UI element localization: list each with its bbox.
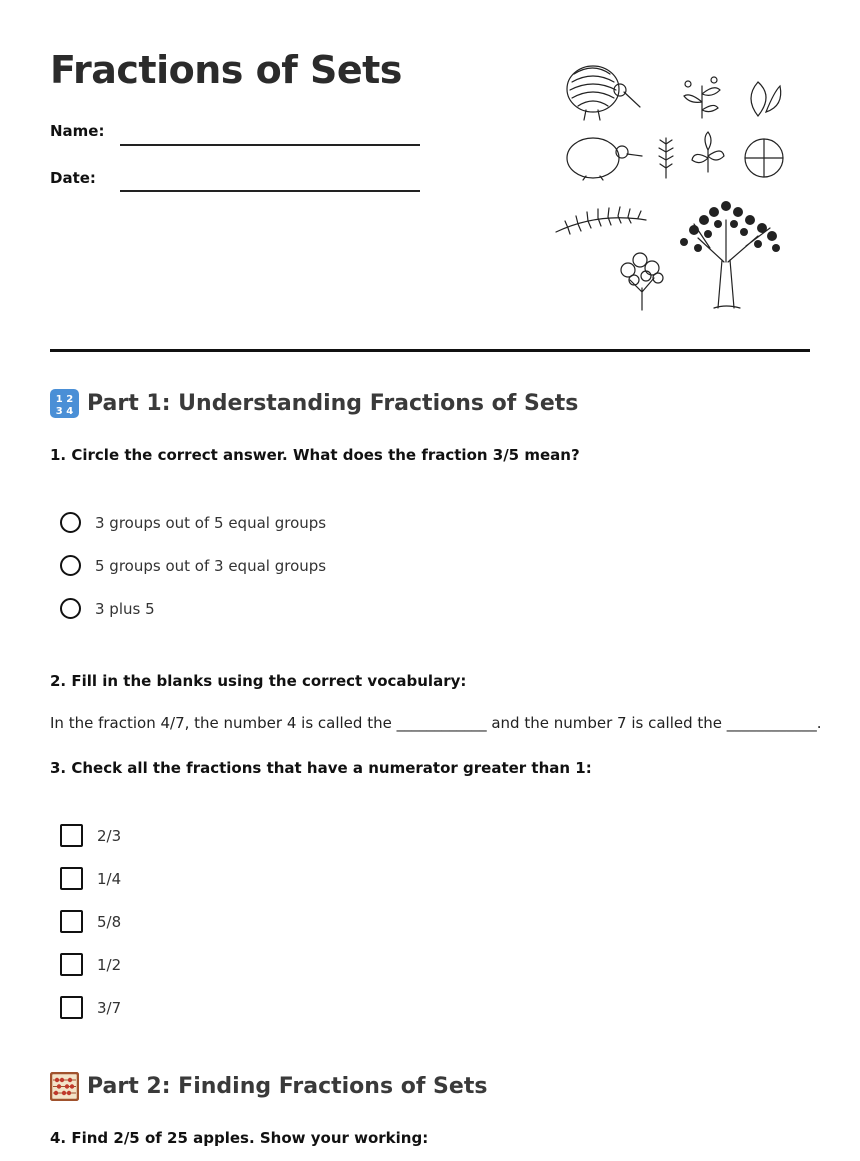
kiwi-bird-icon <box>567 138 642 180</box>
q1-option-2[interactable] <box>60 555 326 576</box>
q3-option-1[interactable] <box>60 824 121 847</box>
date-field-line[interactable] <box>120 190 420 192</box>
question-3: 3. Check all the fractions that have a numerator greater than 1: <box>50 759 592 777</box>
nature-illustration <box>548 52 798 317</box>
radio-circle[interactable] <box>60 555 81 576</box>
option-label: 3/7 <box>97 998 122 1017</box>
quartered-circle-icon <box>745 139 783 177</box>
question-4: 4. Find 2/5 of 25 apples. Show your working: <box>50 1129 429 1147</box>
part2-heading <box>50 1072 487 1101</box>
abacus-icon <box>50 1072 79 1101</box>
fern-frond-icon <box>556 207 646 234</box>
checkbox[interactable] <box>60 824 83 847</box>
small-tree-icon <box>621 253 663 310</box>
q3-option-3[interactable] <box>60 910 121 933</box>
q1-option-3[interactable] <box>60 598 155 619</box>
page-title: Fractions of Sets <box>50 48 402 92</box>
q3-option-5[interactable] <box>60 996 121 1019</box>
kiwi-bird-icon <box>567 66 640 120</box>
part1-heading <box>50 389 578 418</box>
question-2-sentence: In the fraction 4/7, the number 4 is called the ____________ and the number 7 is called the ____________. <box>50 714 822 732</box>
name-field-line[interactable] <box>120 144 420 146</box>
option-label: 3 plus 5 <box>95 599 155 618</box>
checkbox[interactable] <box>60 996 83 1019</box>
checkbox[interactable] <box>60 953 83 976</box>
svg-text:3 4: 3 4 <box>55 406 74 417</box>
q3-option-2[interactable] <box>60 867 121 890</box>
part1-heading-text: Part 1: Understanding Fractions of Sets <box>87 391 579 416</box>
radio-circle[interactable] <box>60 512 81 533</box>
option-label: 2/3 <box>97 826 122 845</box>
date-label: Date: <box>50 169 96 187</box>
checkbox[interactable] <box>60 867 83 890</box>
question-2: 2. Fill in the blanks using the correct vocabulary: <box>50 672 467 690</box>
plant-sprig-icon <box>684 77 720 118</box>
q3-option-4[interactable] <box>60 953 121 976</box>
option-label: 5/8 <box>97 912 122 931</box>
numbers-1234-icon <box>50 389 79 418</box>
fern-sprig-icon <box>659 138 673 178</box>
option-label: 3 groups out of 5 equal groups <box>95 513 327 532</box>
option-label: 5 groups out of 3 equal groups <box>95 556 327 575</box>
option-label: 1/4 <box>97 869 122 888</box>
flowering-tree-icon <box>680 201 780 308</box>
radio-circle[interactable] <box>60 598 81 619</box>
part2-heading-text: Part 2: Finding Fractions of Sets <box>87 1074 488 1099</box>
question-1: 1. Circle the correct answer. What does the fraction 3/5 mean? <box>50 446 580 464</box>
option-label: 1/2 <box>97 955 122 974</box>
leaf-sprig-icon <box>692 132 724 172</box>
q1-option-1[interactable] <box>60 512 326 533</box>
leaf-icon <box>751 82 781 116</box>
svg-text:1 2: 1 2 <box>55 394 74 405</box>
name-label: Name: <box>50 122 105 140</box>
header-divider <box>50 349 810 352</box>
checkbox[interactable] <box>60 910 83 933</box>
